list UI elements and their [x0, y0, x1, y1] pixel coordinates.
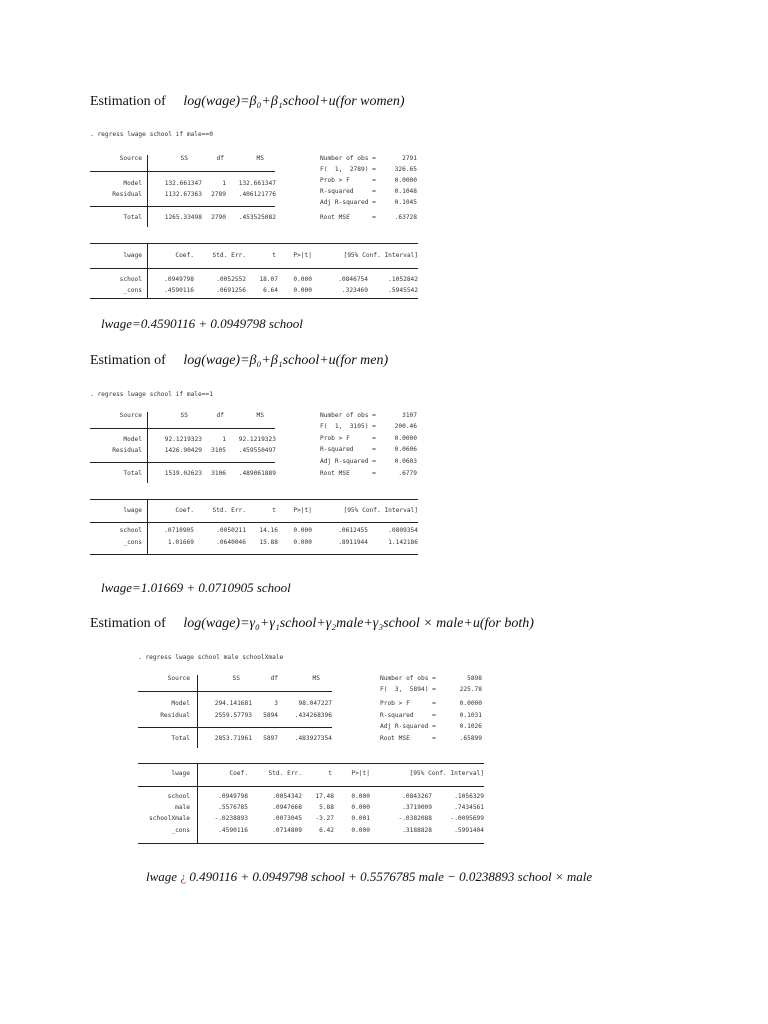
anova-header-df: df	[216, 412, 224, 419]
coef-row-t: 5.88	[319, 804, 334, 811]
heading-label: Estimation of	[90, 616, 166, 631]
heading-women	[90, 94, 405, 110]
model-equation: log(wage)=β₀+β₁school+u(for women)	[183, 94, 405, 109]
stat-label: F( 1, 2789) =	[320, 166, 376, 173]
coef-header-se: Std. Err.	[268, 770, 302, 777]
coef-row-p: 0.000	[293, 287, 312, 294]
coef-header-ci: [95% Conf. Interval]	[409, 770, 484, 777]
anova-row-name: Residual	[112, 191, 142, 198]
stat-label: F( 1, 3105) =	[320, 423, 376, 430]
anova-row-name: Model	[123, 180, 142, 187]
anova-total-df: 5897	[263, 735, 278, 742]
stat-label: Adj R-squared =	[380, 723, 436, 730]
stat-label: Number of obs =	[380, 675, 436, 682]
stat-label: Prob > F =	[380, 700, 436, 707]
stat-label: Root MSE =	[380, 735, 436, 742]
anova-total-ss: 1265.33498	[164, 214, 202, 221]
coef-row-se: .0054342	[272, 793, 302, 800]
coef-row-ci-high: .1052842	[388, 276, 418, 283]
coef-row-coef: .4590116	[164, 287, 194, 294]
coef-row-t: 14.16	[259, 527, 278, 534]
stat-value: 0.0000	[459, 700, 482, 707]
stat-value: 2791	[402, 155, 417, 162]
coef-row-coef: -.0238893	[214, 815, 248, 822]
coef-row-ci-high: .7434561	[454, 804, 484, 811]
coef-row-se: .0947668	[272, 804, 302, 811]
stata-command: . regress lwage school male schoolXmale	[138, 654, 284, 661]
anova-row-ss: 1426.90429	[164, 447, 202, 454]
stat-label: Number of obs =	[320, 412, 376, 419]
coef-header-t: t	[328, 770, 332, 777]
coef-header-p: P>|t|	[293, 252, 312, 259]
anova-row-ms: .459550497	[238, 447, 276, 454]
coef-header-depvar: lwage	[171, 770, 190, 777]
anova-header-df: df	[216, 155, 224, 162]
anova-total-name: Total	[171, 735, 190, 742]
anova-total-name: Total	[123, 470, 142, 477]
coef-row-coef: .0710905	[164, 527, 194, 534]
regression-output-both	[138, 675, 488, 850]
anova-total-name: Total	[123, 214, 142, 221]
coef-row-ci-low: .8911944	[338, 539, 368, 546]
anova-header-ms: MS	[256, 155, 264, 162]
coef-row-t: 17.48	[315, 793, 334, 800]
coef-header-t: t	[272, 252, 276, 259]
stat-value: .6779	[398, 470, 417, 477]
stat-value: .65899	[459, 735, 482, 742]
stat-label: R-squared =	[380, 712, 436, 719]
anova-total-ms: .483927354	[294, 735, 332, 742]
anova-total-df: 2790	[211, 214, 226, 221]
coef-row-ci-low: .3719009	[402, 804, 432, 811]
coef-header-ci: [95% Conf. Interval]	[343, 252, 418, 259]
stat-value: 0.0000	[394, 435, 417, 442]
anova-row-df: 3105	[211, 447, 226, 454]
coef-row-se: .0050211	[216, 527, 246, 534]
heading-both	[90, 616, 534, 632]
stat-label: F( 3, 5894) =	[380, 686, 436, 693]
fitted-equation-men: lwage=1.01669 + 0.0710905 school	[101, 580, 291, 595]
coef-row-p: 0.000	[293, 539, 312, 546]
coef-row-coef: .4590116	[218, 827, 248, 834]
stata-command: . regress lwage school if male==1	[90, 391, 213, 398]
coef-row-ci-high: -.0095699	[450, 815, 484, 822]
stat-label: Number of obs =	[320, 155, 376, 162]
regression-output-men	[90, 412, 420, 557]
fitted-equation-women: lwage=0.4590116 + 0.0949798 school	[101, 316, 303, 331]
coef-row-ci-high: .5991404	[454, 827, 484, 834]
anova-header-source: Source	[119, 412, 142, 419]
coef-row-name: _cons	[123, 287, 142, 294]
anova-row-df: 5894	[263, 712, 278, 719]
anova-row-ms: 132.661347	[238, 180, 276, 187]
anova-header-ss: SS	[180, 155, 188, 162]
coef-header-p: P>|t|	[293, 507, 312, 514]
coef-row-coef: .0949798	[218, 793, 248, 800]
stat-value: 5898	[467, 675, 482, 682]
coef-header-depvar: lwage	[123, 507, 142, 514]
anova-row-ms: .406121776	[238, 191, 276, 198]
coef-row-coef: .5576785	[218, 804, 248, 811]
regression-output-women	[90, 155, 420, 300]
coef-row-name: _cons	[123, 539, 142, 546]
coef-row-name: school	[119, 276, 142, 283]
anova-row-ss: 132.661347	[164, 180, 202, 187]
coef-row-p: 0.001	[351, 815, 370, 822]
stat-value: 0.1026	[459, 723, 482, 730]
stat-value: 225.78	[459, 686, 482, 693]
anova-header-source: Source	[167, 675, 190, 682]
fitted-rhs: 0.490116 + 0.0949798 school + 0.5576785 male − 0.0238893 school × male	[189, 869, 593, 884]
anova-total-df: 3106	[211, 470, 226, 477]
stat-label: Prob > F =	[320, 177, 376, 184]
coef-row-name: _cons	[171, 827, 190, 834]
coef-row-se: .0640046	[216, 539, 246, 546]
anova-row-ss: 2559.57793	[214, 712, 252, 719]
anova-header-source: Source	[119, 155, 142, 162]
anova-row-ss: 1132.67363	[164, 191, 202, 198]
coef-header-coef: Coef.	[175, 252, 194, 259]
coef-row-name: school	[119, 527, 142, 534]
heading-label: Estimation of	[90, 94, 166, 109]
anova-row-ms: 98.047227	[298, 700, 332, 707]
anova-total-ms: .489061889	[238, 470, 276, 477]
coef-row-p: 0.000	[351, 804, 370, 811]
coef-row-ci-low: .323469	[341, 287, 368, 294]
coef-row-t: 18.07	[259, 276, 278, 283]
stat-label: Adj R-squared =	[320, 458, 376, 465]
coef-row-ci-high: 1.142186	[388, 539, 418, 546]
anova-header-ss: SS	[180, 412, 188, 419]
anova-header-df: df	[270, 675, 278, 682]
anova-header-ss: SS	[232, 675, 240, 682]
coef-row-ci-low: .0612455	[338, 527, 368, 534]
coef-header-coef: Coef.	[175, 507, 194, 514]
anova-header-ms: MS	[256, 412, 264, 419]
coef-row-ci-high: .0809354	[388, 527, 418, 534]
coef-row-p: 0.000	[351, 827, 370, 834]
anova-total-ss: 2853.71961	[214, 735, 252, 742]
anova-header-ms: MS	[312, 675, 320, 682]
coef-row-name: school	[167, 793, 190, 800]
coef-header-p: P>|t|	[351, 770, 370, 777]
coef-row-ci-high: .1056329	[454, 793, 484, 800]
coef-row-t: -3.27	[315, 815, 334, 822]
anova-total-ms: .453525082	[238, 214, 276, 221]
coef-header-depvar: lwage	[123, 252, 142, 259]
anova-row-ms: .434268396	[294, 712, 332, 719]
coef-row-se: .0691256	[216, 287, 246, 294]
stat-label: Root MSE =	[320, 214, 376, 221]
anova-row-name: Model	[171, 700, 190, 707]
heading-label: Estimation of	[90, 353, 166, 368]
coef-header-coef: Coef.	[229, 770, 248, 777]
stat-value: 0.0000	[394, 177, 417, 184]
stat-value: 326.65	[394, 166, 417, 173]
stat-label: Adj R-squared =	[320, 199, 376, 206]
coef-row-p: 0.000	[293, 276, 312, 283]
coef-row-ci-low: .3188828	[402, 827, 432, 834]
model-equation: log(wage)=γ₀+γ₁school+γ₂male+γ₃school × male+u(for both)	[183, 616, 534, 631]
heading-men	[90, 353, 388, 369]
coef-header-ci: [95% Conf. Interval]	[343, 507, 418, 514]
anova-row-df: 3	[274, 700, 278, 707]
stat-value: 0.1031	[459, 712, 482, 719]
coef-header-se: Std. Err.	[212, 252, 246, 259]
anova-row-name: Model	[123, 436, 142, 443]
coef-row-coef: .0949798	[164, 276, 194, 283]
anova-row-name: Residual	[160, 712, 190, 719]
coef-row-se: .0073045	[272, 815, 302, 822]
coef-row-p: 0.000	[351, 793, 370, 800]
coef-row-ci-low: -.0382088	[398, 815, 432, 822]
coef-row-t: 15.88	[259, 539, 278, 546]
anova-row-ms: 92.1219323	[238, 436, 276, 443]
stat-value: 0.0603	[394, 458, 417, 465]
stat-label: Root MSE =	[320, 470, 376, 477]
anova-row-df: 1	[222, 436, 226, 443]
coef-row-ci-low: .0846754	[338, 276, 368, 283]
anova-row-name: Residual	[112, 447, 142, 454]
anova-row-df: 2789	[211, 191, 226, 198]
coef-row-name: schoolXmale	[149, 815, 190, 822]
stat-value: 3107	[402, 412, 417, 419]
stat-label: Prob > F =	[320, 435, 376, 442]
stata-command: . regress lwage school if male==0	[90, 131, 213, 138]
coef-row-se: .0714809	[272, 827, 302, 834]
coef-row-t: 6.42	[319, 827, 334, 834]
equals-glyph: ¿	[180, 869, 187, 884]
anova-row-ss: 294.141681	[214, 700, 252, 707]
stat-value: 200.46	[394, 423, 417, 430]
anova-row-ss: 92.1219323	[164, 436, 202, 443]
fitted-equation-both	[146, 869, 592, 885]
coef-row-t: 6.64	[263, 287, 278, 294]
coef-row-p: 0.000	[293, 527, 312, 534]
model-equation: log(wage)=β₀+β₁school+u(for men)	[183, 353, 389, 368]
stat-value: 0.1048	[394, 188, 417, 195]
stat-value: .63728	[394, 214, 417, 221]
coef-header-se: Std. Err.	[212, 507, 246, 514]
stat-label: R-squared =	[320, 446, 376, 453]
coef-row-ci-low: .0843267	[402, 793, 432, 800]
stat-label: R-squared =	[320, 188, 376, 195]
anova-row-df: 1	[222, 180, 226, 187]
coef-row-coef: 1.01669	[167, 539, 194, 546]
coef-row-name: male	[175, 804, 190, 811]
anova-total-ss: 1519.02623	[164, 470, 202, 477]
coef-header-t: t	[272, 507, 276, 514]
stat-value: 0.1045	[394, 199, 417, 206]
fitted-lhs: lwage	[146, 869, 178, 884]
coef-row-ci-high: .5945542	[388, 287, 418, 294]
coef-row-se: .0052552	[216, 276, 246, 283]
stat-value: 0.0606	[394, 446, 417, 453]
